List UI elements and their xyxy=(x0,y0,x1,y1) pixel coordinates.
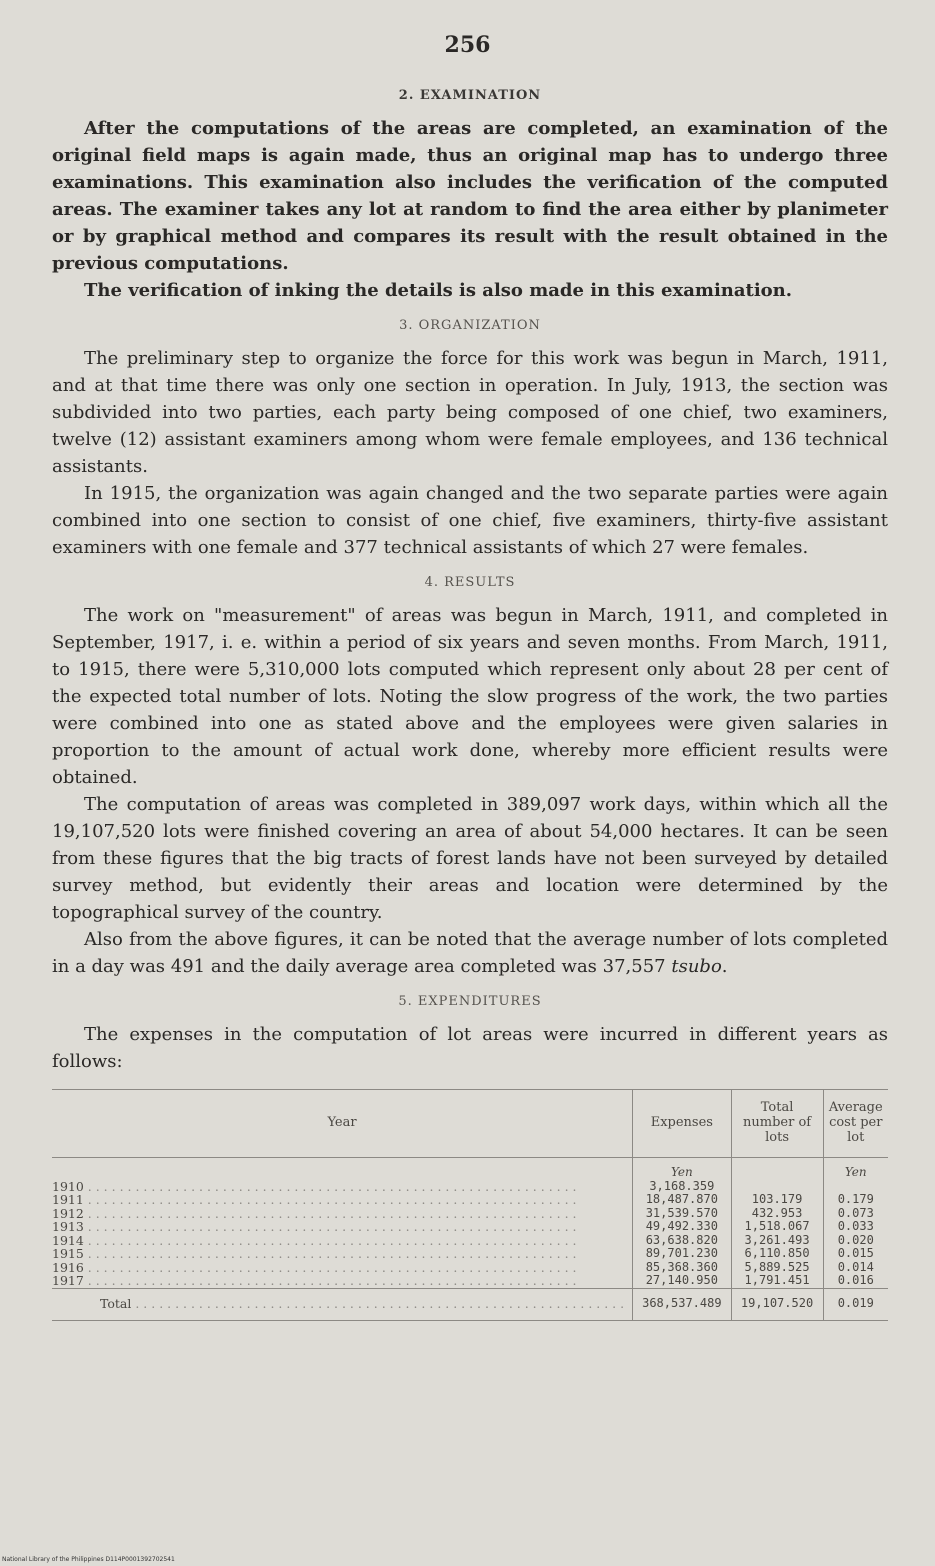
lots-cell: 1,791.451 xyxy=(731,1274,823,1288)
average-cost-cell: 0.016 xyxy=(823,1274,888,1288)
table-row xyxy=(52,1261,888,1275)
table-row xyxy=(52,1220,888,1234)
year-cell xyxy=(52,1234,633,1248)
expenses-cell: 27,140.950 xyxy=(633,1274,732,1288)
paragraph: The computation of areas was completed in 389,097 work days, within which all the 19,107,520 lots were finished covering an area of about 54,000 hectares. It can be seen from these figures that the big tracts of forest lands have not been surveyed by detailed survey method, but evidently their areas and location were determined by the topographical survey of the country. xyxy=(52,794,888,923)
paragraph-text: Also from the above figures, it can be noted that the average number of lots completed in a day was 491 and the daily average area completed was 37,557 xyxy=(52,929,888,977)
year-cell xyxy=(52,1274,633,1288)
unit-cell: Yen xyxy=(633,1158,732,1180)
paragraph: The work on "measurement" of areas was begun in March, 1911, and completed in September, 1917, i. e. within a period of six years and seven months. From March, 1911, to 1915, there were 5,310,000 lots computed which represent only about 28 per cent of the expected total number of lots. Noting the slow progress of the work, the two parties were combined into one as stated above and the employees were given salaries in proportion to the amount of actual work done, whereby more efficient results were obtained. xyxy=(52,605,888,788)
header-expenses: Expenses xyxy=(633,1090,732,1158)
average-cost-cell: 0.073 xyxy=(823,1207,888,1221)
total-lots-cell: 19,107.520 xyxy=(731,1288,823,1321)
section-results xyxy=(52,575,888,980)
lots-cell: 6,110.850 xyxy=(731,1247,823,1261)
year-cell xyxy=(52,1261,633,1275)
expenses-cell: 31,539.570 xyxy=(633,1207,732,1221)
expenses-cell: 63,638.820 xyxy=(633,1234,732,1248)
average-cost-cell: 0.014 xyxy=(823,1261,888,1275)
average-cost-cell: 0.179 xyxy=(823,1193,888,1207)
paragraph xyxy=(52,926,888,980)
year-label: 1910 . . . xyxy=(52,1180,577,1194)
section-expenditures xyxy=(52,994,888,1075)
section-heading: 2. EXAMINATION xyxy=(398,88,542,103)
section-organization xyxy=(52,318,888,561)
lots-cell: 432.953 xyxy=(731,1207,823,1221)
header-average-cost: Average cost per lot xyxy=(823,1090,888,1158)
total-expenses-cell: 368,537.489 xyxy=(633,1288,732,1321)
year-cell xyxy=(52,1220,633,1234)
table-units-row xyxy=(52,1158,888,1180)
total-average-cell: 0.019 xyxy=(823,1288,888,1321)
header-year: Year xyxy=(52,1090,633,1158)
table-row xyxy=(52,1207,888,1221)
average-cost-cell: 0.015 xyxy=(823,1247,888,1261)
paragraph: After the computations of the areas are completed, an examination of the original field maps is again made, thus an original map has to undergo three examinations. This examination also includes the verification of the computed areas. The examiner takes any lot at random to find the area either by planimeter or by graphical method and compares its result with the result obtained in the previous computations. xyxy=(52,118,888,274)
average-cost-cell: 0.033 xyxy=(823,1220,888,1234)
expenses-cell: 3,168.359 xyxy=(633,1180,732,1194)
expenses-cell: 89,701.230 xyxy=(633,1247,732,1261)
paragraph: The preliminary step to organize the force for this work was begun in March, 1911, and at that time there was only one section in operation. In July, 1913, the section was subdivided into two parties, each party being composed of one chief, two examiners, twelve (12) assistant examiners among whom were female employees, and 136 technical assistants. xyxy=(52,348,888,477)
expenditures-table xyxy=(52,1089,888,1321)
table-body xyxy=(52,1158,888,1321)
expenses-cell: 49,492.330 xyxy=(633,1220,732,1234)
section-heading: 4. RESULTS xyxy=(424,575,516,590)
average-cost-cell: 0.020 xyxy=(823,1234,888,1248)
year-label: 1915 . . . xyxy=(52,1247,577,1261)
lots-cell: 3,261.493 xyxy=(731,1234,823,1248)
year-cell xyxy=(52,1193,633,1207)
total-label: Total . . . xyxy=(100,1296,624,1311)
header-total-lots: Total number of lots xyxy=(731,1090,823,1158)
page-content xyxy=(52,88,888,1321)
year-label: 1916 . . . xyxy=(52,1261,577,1275)
italic-term: tsubo xyxy=(671,956,722,977)
expenses-cell: 85,368.360 xyxy=(633,1261,732,1275)
section-heading: 5. EXPENDITURES xyxy=(398,994,542,1009)
table-row xyxy=(52,1247,888,1261)
paragraph: The verification of inking the details is also made in this examination. xyxy=(84,280,793,301)
table-row xyxy=(52,1234,888,1248)
table-row xyxy=(52,1193,888,1207)
year-cell xyxy=(52,1207,633,1221)
year-label: 1914 . . . xyxy=(52,1234,577,1248)
table-header-row xyxy=(52,1090,888,1158)
lots-cell: 1,518.067 xyxy=(731,1220,823,1234)
average-cost-cell xyxy=(823,1180,888,1194)
year-cell xyxy=(52,1180,633,1194)
unit-cell xyxy=(731,1158,823,1180)
table-row xyxy=(52,1274,888,1288)
year-label: 1912 . . . xyxy=(52,1207,577,1221)
table-total-row xyxy=(52,1288,888,1321)
paragraph: In 1915, the organization was again changed and the two separate parties were again combined into one section to consist of one chief, five examiners, thirty-five assistant examiners with one female and 377 technical assistants of which 27 were females. xyxy=(52,483,888,558)
section-heading: 3. ORGANIZATION xyxy=(399,318,541,333)
total-label-cell xyxy=(52,1288,633,1321)
section-examination xyxy=(52,88,888,304)
table-row xyxy=(52,1180,888,1194)
lots-cell: 103.179 xyxy=(731,1193,823,1207)
lots-cell: 5,889.525 xyxy=(731,1261,823,1275)
expenses-cell: 18,487.870 xyxy=(633,1193,732,1207)
year-label: 1917 . . . xyxy=(52,1274,577,1288)
unit-cell: Yen xyxy=(823,1158,888,1180)
paragraph: The expenses in the computation of lot areas were incurred in different years as follows: xyxy=(52,1024,888,1072)
page-number: 256 xyxy=(444,32,491,58)
year-label: 1911 . . . xyxy=(52,1193,577,1207)
paragraph-end: . xyxy=(721,956,728,977)
year-cell xyxy=(52,1247,633,1261)
unit-cell xyxy=(52,1158,633,1180)
lots-cell xyxy=(731,1180,823,1194)
footer-source: National Library of the Philippines D114P0001392702541 xyxy=(2,1556,175,1563)
year-label: 1913 . . . xyxy=(52,1220,577,1234)
